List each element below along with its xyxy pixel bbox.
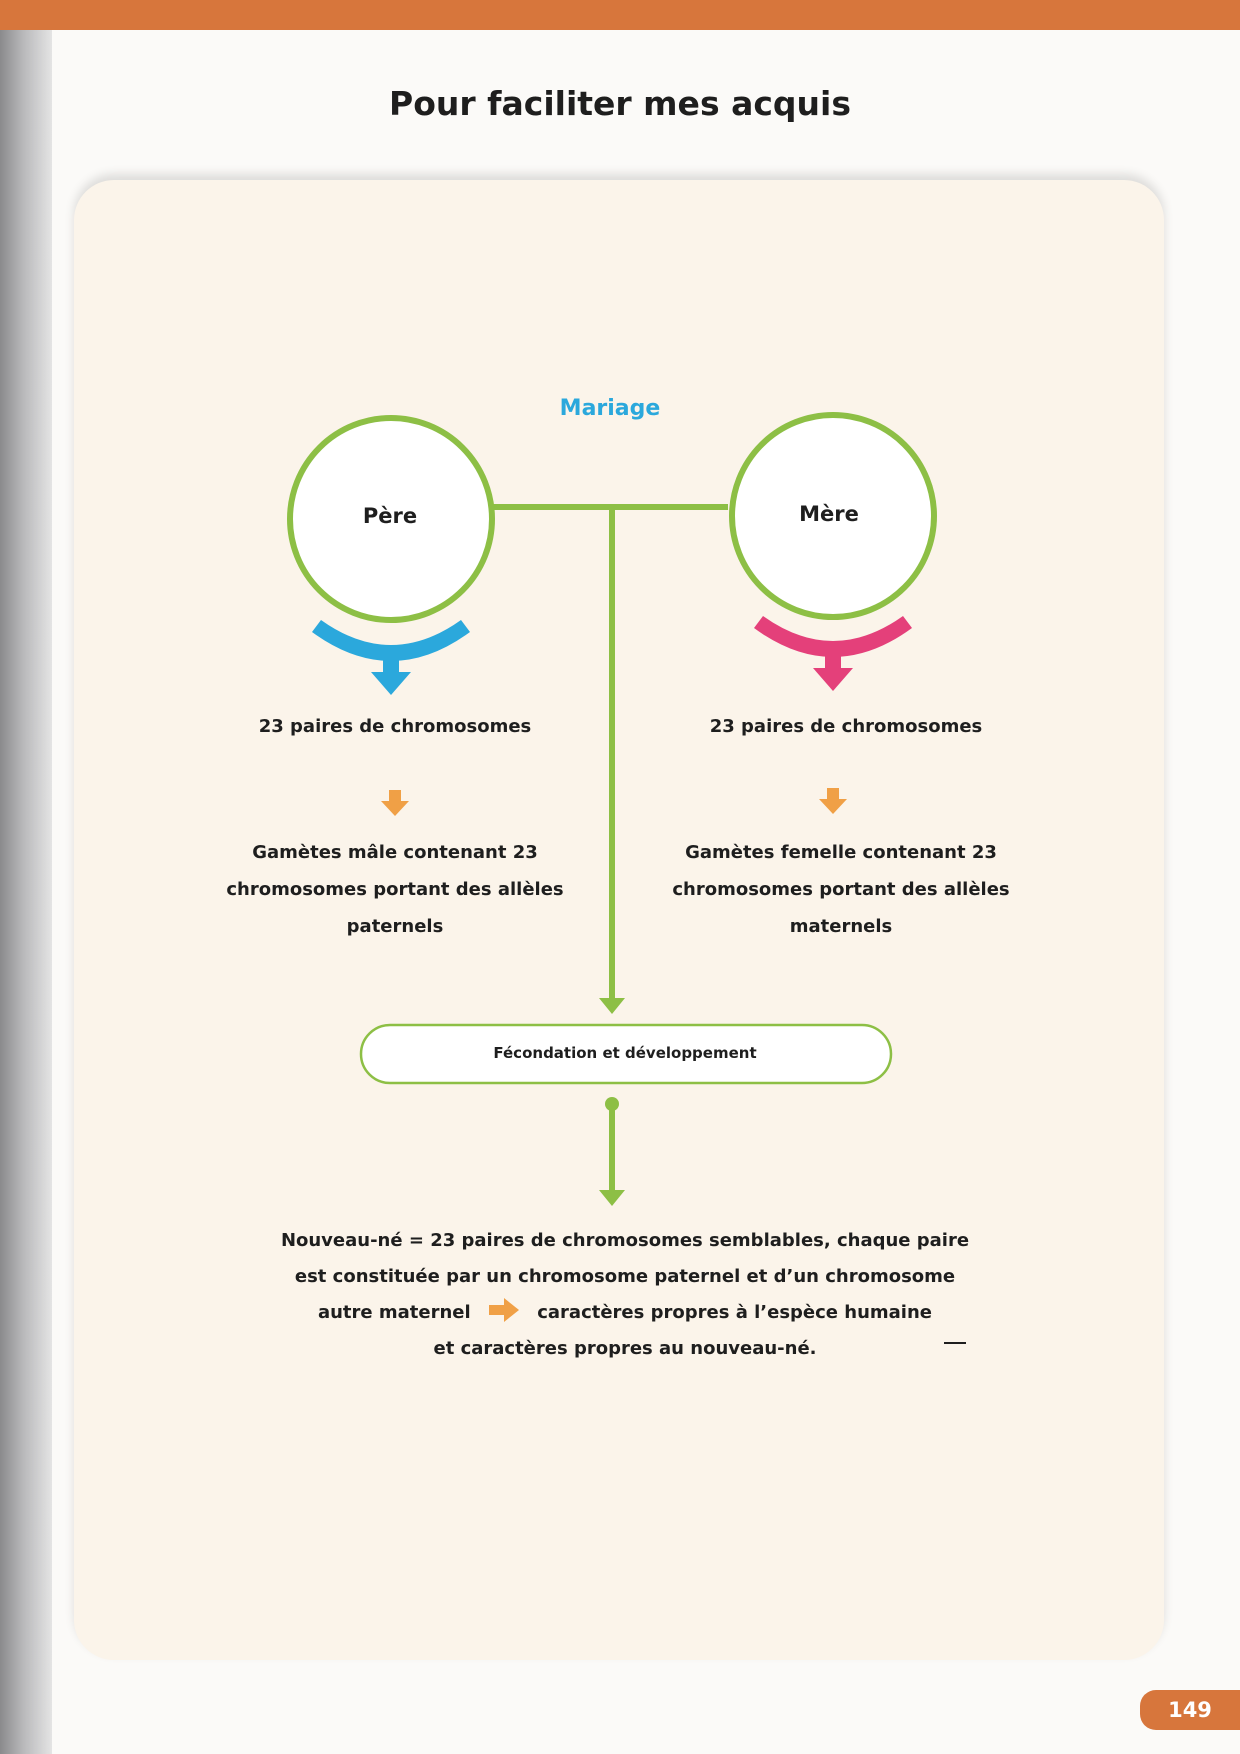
lower-connector-arrowhead: [599, 1190, 625, 1206]
newborn-line-3b: caractères propres à l’espèce humaine: [537, 1302, 933, 1323]
orange-right-arrow-icon: [489, 1298, 519, 1322]
female-gametes-text: Gamètes femelle contenant 23 chromosomes portant des allèles maternels: [672, 842, 1010, 937]
mother-chromosome-pairs: 23 paires de chromosomes: [709, 716, 983, 737]
father-chromosome-pairs: 23 paires de chromosomes: [258, 716, 532, 737]
father-label: Père: [362, 504, 418, 528]
male-arrow-stem: [383, 650, 399, 674]
fecondation-label: Fécondation et développement: [493, 1044, 757, 1062]
orange-arrow-right: [819, 788, 847, 814]
page-number-badge: 149: [1140, 1690, 1240, 1730]
male-gametes-text: Gamètes mâle contenant 23 chromosomes portant des allèles paternels: [226, 842, 564, 937]
orange-arrow-left: [381, 790, 409, 816]
mariage-label: Mariage: [559, 396, 661, 421]
mother-label: Mère: [799, 502, 859, 526]
female-arrow-stem: [825, 646, 841, 670]
page-title: Pour faciliter mes acquis: [389, 84, 851, 123]
trunk-arrowhead: [599, 998, 625, 1014]
newborn-line-4: et caractères propres au nouveau-né.: [433, 1338, 817, 1359]
female-arrow-head: [813, 668, 853, 691]
newborn-line-3: [240, 1295, 1010, 1331]
newborn-line-2: est constituée par un chromosome paternel et d’un chromosome: [294, 1266, 956, 1287]
male-arrow-head: [371, 672, 411, 695]
newborn-line-3a: autre maternel: [317, 1302, 471, 1323]
newborn-line-1: Nouveau-né = 23 paires de chromosomes semblables, chaque paire: [280, 1230, 970, 1251]
newborn-text: [240, 1223, 1010, 1367]
